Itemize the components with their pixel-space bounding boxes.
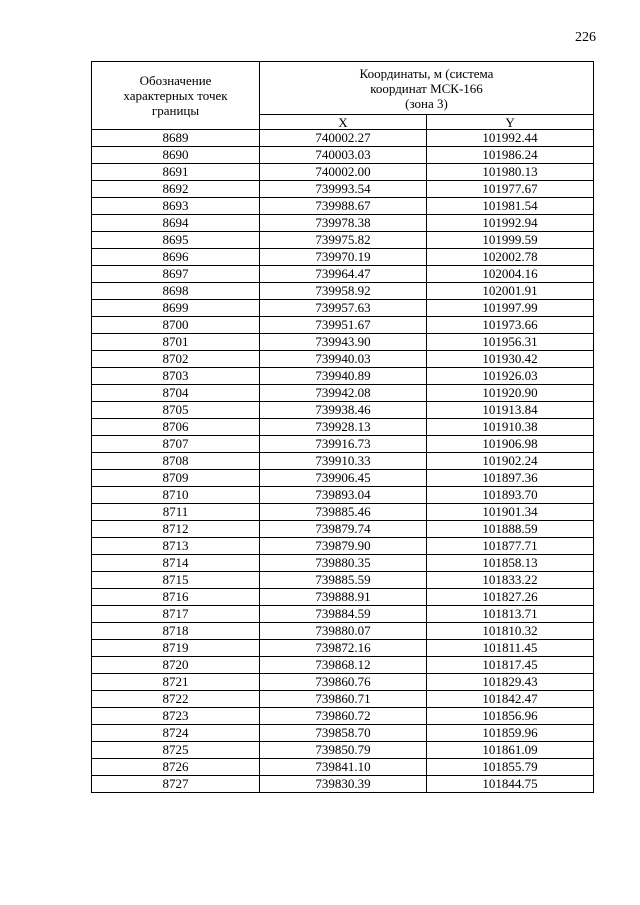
point-id-cell: 8713 xyxy=(92,538,260,555)
y-coordinate-cell: 101981.54 xyxy=(427,198,594,215)
point-id-cell: 8706 xyxy=(92,419,260,436)
x-coordinate-cell: 739906.45 xyxy=(260,470,427,487)
x-coordinate-cell: 739951.67 xyxy=(260,317,427,334)
table-row xyxy=(92,147,594,164)
point-id-cell: 8710 xyxy=(92,487,260,504)
y-coordinate-cell: 101842.47 xyxy=(427,691,594,708)
table-row xyxy=(92,215,594,232)
x-coordinate-cell: 739885.59 xyxy=(260,572,427,589)
table-body xyxy=(92,130,594,793)
y-coordinate-cell: 101827.26 xyxy=(427,589,594,606)
y-coordinate-cell: 101926.03 xyxy=(427,368,594,385)
coordinates-table xyxy=(91,61,594,793)
x-coordinate-cell: 739988.67 xyxy=(260,198,427,215)
table-row xyxy=(92,589,594,606)
table-row xyxy=(92,198,594,215)
x-coordinate-cell: 739928.13 xyxy=(260,419,427,436)
table-row xyxy=(92,674,594,691)
y-coordinate-cell: 101844.75 xyxy=(427,776,594,793)
point-id-cell: 8693 xyxy=(92,198,260,215)
y-coordinate-cell: 101877.71 xyxy=(427,538,594,555)
table-row xyxy=(92,334,594,351)
x-coordinate-cell: 739860.76 xyxy=(260,674,427,691)
table-row xyxy=(92,657,594,674)
point-id-cell: 8708 xyxy=(92,453,260,470)
table-row xyxy=(92,402,594,419)
table-row xyxy=(92,776,594,793)
x-coordinate-cell: 739916.73 xyxy=(260,436,427,453)
table-row xyxy=(92,572,594,589)
y-coordinate-cell: 101992.44 xyxy=(427,130,594,147)
table-row xyxy=(92,470,594,487)
x-coordinate-cell: 740002.00 xyxy=(260,164,427,181)
x-coordinate-cell: 739860.72 xyxy=(260,708,427,725)
y-coordinate-cell: 102002.78 xyxy=(427,249,594,266)
y-coordinate-cell: 101833.22 xyxy=(427,572,594,589)
point-id-cell: 8721 xyxy=(92,674,260,691)
x-coordinate-cell: 739868.12 xyxy=(260,657,427,674)
y-coordinate-cell: 101861.09 xyxy=(427,742,594,759)
y-coordinate-cell: 101956.31 xyxy=(427,334,594,351)
x-coordinate-cell: 739910.33 xyxy=(260,453,427,470)
y-coordinate-cell: 102001.91 xyxy=(427,283,594,300)
point-id-cell: 8712 xyxy=(92,521,260,538)
y-coordinate-cell: 101855.79 xyxy=(427,759,594,776)
point-id-cell: 8726 xyxy=(92,759,260,776)
y-coordinate-cell: 101913.84 xyxy=(427,402,594,419)
y-coordinate-cell: 101906.98 xyxy=(427,436,594,453)
point-id-cell: 8691 xyxy=(92,164,260,181)
point-id-cell: 8705 xyxy=(92,402,260,419)
y-coordinate-cell: 101986.24 xyxy=(427,147,594,164)
y-coordinate-cell: 101859.96 xyxy=(427,725,594,742)
x-coordinate-cell: 739880.35 xyxy=(260,555,427,572)
x-coordinate-cell: 739970.19 xyxy=(260,249,427,266)
point-id-cell: 8707 xyxy=(92,436,260,453)
point-id-cell: 8700 xyxy=(92,317,260,334)
x-coordinate-cell: 739850.79 xyxy=(260,742,427,759)
table-row xyxy=(92,538,594,555)
table-row xyxy=(92,640,594,657)
x-coordinate-cell: 739938.46 xyxy=(260,402,427,419)
x-coordinate-cell: 739893.04 xyxy=(260,487,427,504)
point-id-cell: 8690 xyxy=(92,147,260,164)
point-id-cell: 8715 xyxy=(92,572,260,589)
x-coordinate-cell: 740002.27 xyxy=(260,130,427,147)
point-id-cell: 8719 xyxy=(92,640,260,657)
table-row xyxy=(92,759,594,776)
point-id-cell: 8718 xyxy=(92,623,260,640)
x-coordinate-cell: 739879.90 xyxy=(260,538,427,555)
table-row xyxy=(92,521,594,538)
y-coordinate-cell: 101930.42 xyxy=(427,351,594,368)
y-coordinate-cell: 101901.34 xyxy=(427,504,594,521)
x-coordinate-cell: 739964.47 xyxy=(260,266,427,283)
point-id-cell: 8702 xyxy=(92,351,260,368)
x-coordinate-cell: 739860.71 xyxy=(260,691,427,708)
x-coordinate-cell: 739858.70 xyxy=(260,725,427,742)
y-coordinate-cell: 101813.71 xyxy=(427,606,594,623)
table-row xyxy=(92,164,594,181)
table-row xyxy=(92,725,594,742)
table-row xyxy=(92,504,594,521)
y-coordinate-cell: 101856.96 xyxy=(427,708,594,725)
point-id-cell: 8720 xyxy=(92,657,260,674)
table-row xyxy=(92,385,594,402)
y-coordinate-cell: 101977.67 xyxy=(427,181,594,198)
y-coordinate-cell: 101910.38 xyxy=(427,419,594,436)
point-id-cell: 8692 xyxy=(92,181,260,198)
table-row xyxy=(92,606,594,623)
point-id-cell: 8716 xyxy=(92,589,260,606)
table-row xyxy=(92,283,594,300)
table-row xyxy=(92,317,594,334)
table-row xyxy=(92,555,594,572)
point-id-cell: 8697 xyxy=(92,266,260,283)
table-row xyxy=(92,130,594,147)
x-coordinate-cell: 740003.03 xyxy=(260,147,427,164)
y-coordinate-cell: 101973.66 xyxy=(427,317,594,334)
y-coordinate-cell: 101902.24 xyxy=(427,453,594,470)
y-coordinate-cell: 101999.59 xyxy=(427,232,594,249)
table-row xyxy=(92,742,594,759)
y-coordinate-cell: 101810.32 xyxy=(427,623,594,640)
table-row xyxy=(92,487,594,504)
y-coordinate-cell: 101888.59 xyxy=(427,521,594,538)
x-coordinate-cell: 739978.38 xyxy=(260,215,427,232)
point-id-cell: 8698 xyxy=(92,283,260,300)
point-id-cell: 8714 xyxy=(92,555,260,572)
x-coordinate-cell: 739942.08 xyxy=(260,385,427,402)
table-row xyxy=(92,453,594,470)
point-id-cell: 8696 xyxy=(92,249,260,266)
point-id-cell: 8711 xyxy=(92,504,260,521)
x-coordinate-cell: 739943.90 xyxy=(260,334,427,351)
point-id-cell: 8704 xyxy=(92,385,260,402)
point-id-cell: 8727 xyxy=(92,776,260,793)
table-row xyxy=(92,232,594,249)
header-point-designation: Обозначение характерных точек границы xyxy=(92,62,260,130)
point-id-cell: 8724 xyxy=(92,725,260,742)
x-coordinate-cell: 739975.82 xyxy=(260,232,427,249)
point-id-cell: 8722 xyxy=(92,691,260,708)
y-coordinate-cell: 101897.36 xyxy=(427,470,594,487)
y-coordinate-cell: 101980.13 xyxy=(427,164,594,181)
point-id-cell: 8725 xyxy=(92,742,260,759)
point-id-cell: 8694 xyxy=(92,215,260,232)
x-coordinate-cell: 739879.74 xyxy=(260,521,427,538)
point-id-cell: 8701 xyxy=(92,334,260,351)
y-coordinate-cell: 101997.99 xyxy=(427,300,594,317)
point-id-cell: 8695 xyxy=(92,232,260,249)
x-coordinate-cell: 739957.63 xyxy=(260,300,427,317)
table-row xyxy=(92,368,594,385)
y-coordinate-cell: 101817.45 xyxy=(427,657,594,674)
x-coordinate-cell: 739940.89 xyxy=(260,368,427,385)
x-coordinate-cell: 739993.54 xyxy=(260,181,427,198)
page-number: 226 xyxy=(575,30,596,45)
y-coordinate-cell: 102004.16 xyxy=(427,266,594,283)
y-coordinate-cell: 101811.45 xyxy=(427,640,594,657)
x-coordinate-cell: 739958.92 xyxy=(260,283,427,300)
x-coordinate-cell: 739880.07 xyxy=(260,623,427,640)
point-id-cell: 8723 xyxy=(92,708,260,725)
table-row xyxy=(92,436,594,453)
y-coordinate-cell: 101992.94 xyxy=(427,215,594,232)
y-coordinate-cell: 101829.43 xyxy=(427,674,594,691)
table-row xyxy=(92,181,594,198)
x-coordinate-cell: 739872.16 xyxy=(260,640,427,657)
table-row xyxy=(92,249,594,266)
table-row xyxy=(92,691,594,708)
x-coordinate-cell: 739884.59 xyxy=(260,606,427,623)
point-id-cell: 8699 xyxy=(92,300,260,317)
x-coordinate-cell: 739888.91 xyxy=(260,589,427,606)
y-coordinate-cell: 101920.90 xyxy=(427,385,594,402)
header-coordinates: Координаты, м (система координат МСК-166 (зона 3) xyxy=(260,62,594,115)
table-row xyxy=(92,351,594,368)
x-coordinate-cell: 739830.39 xyxy=(260,776,427,793)
table-row xyxy=(92,708,594,725)
x-coordinate-cell: 739885.46 xyxy=(260,504,427,521)
table-row xyxy=(92,419,594,436)
table-row xyxy=(92,623,594,640)
y-coordinate-cell: 101893.70 xyxy=(427,487,594,504)
point-id-cell: 8703 xyxy=(92,368,260,385)
point-id-cell: 8717 xyxy=(92,606,260,623)
point-id-cell: 8689 xyxy=(92,130,260,147)
header-y: Y xyxy=(427,115,594,130)
x-coordinate-cell: 739940.03 xyxy=(260,351,427,368)
table-row xyxy=(92,266,594,283)
table-row xyxy=(92,300,594,317)
x-coordinate-cell: 739841.10 xyxy=(260,759,427,776)
y-coordinate-cell: 101858.13 xyxy=(427,555,594,572)
point-id-cell: 8709 xyxy=(92,470,260,487)
header-x: X xyxy=(260,115,427,130)
